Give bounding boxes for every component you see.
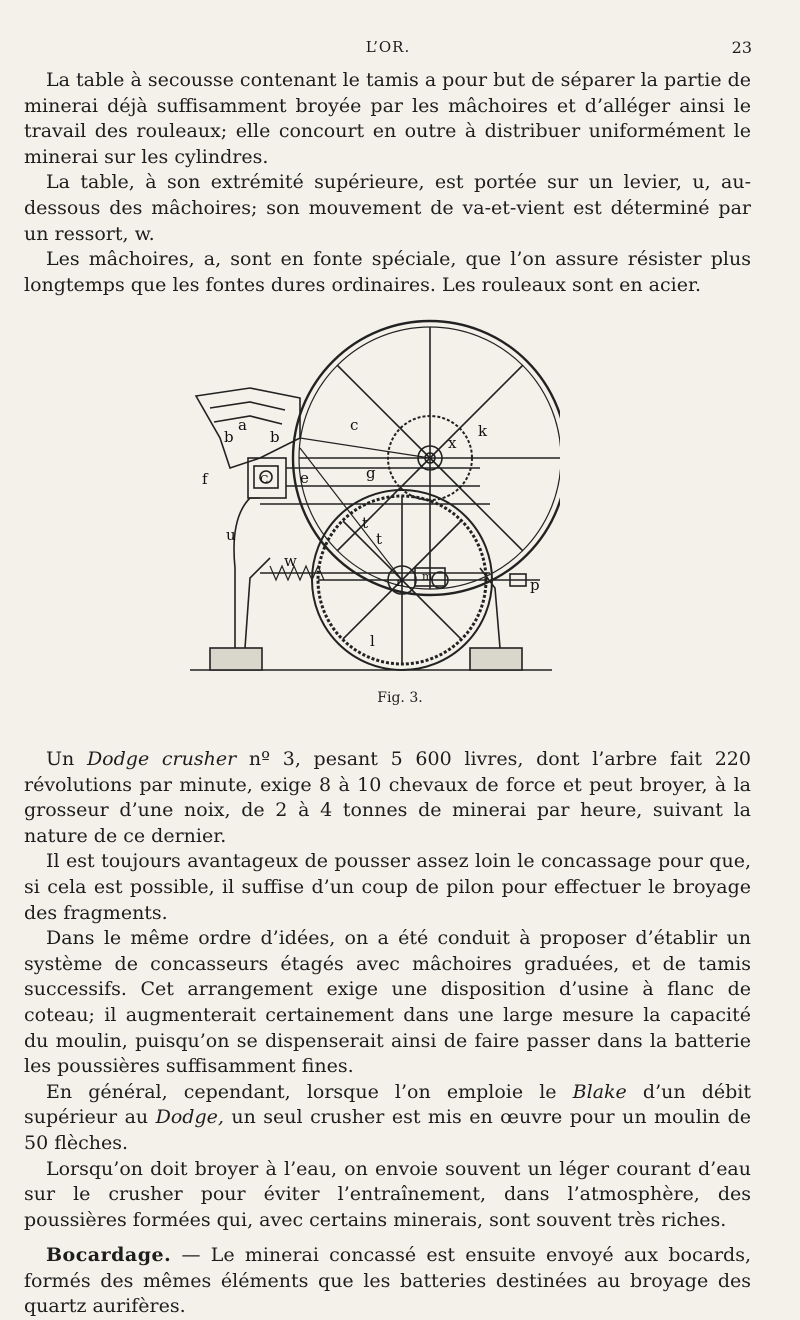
page-number: 23: [731, 38, 752, 57]
running-title: L’OR.: [365, 38, 411, 56]
fig-label-a: a: [238, 416, 247, 434]
paragraph: Lorsqu’on doit broyer à l’eau, on envoie souvent un léger courant d’eau sur le crusher pour éviter l’entraînement, dans l’atmosphère, des poussières formées qui, avec certains minerais, sont souvent très riches.: [24, 1157, 751, 1231]
fig-label-t1: t: [362, 514, 369, 532]
fig-label-x: x: [448, 434, 457, 452]
fig-label-u: u: [226, 526, 236, 544]
fig-label-w: w: [284, 552, 297, 570]
text-top: [24, 68, 751, 298]
fig-label-c-box: C: [260, 473, 269, 486]
text-bottom: [24, 747, 751, 1320]
fig-label-m: m: [422, 570, 433, 583]
fig-label-p: p: [530, 576, 540, 594]
paragraph: Les mâchoires, a, sont en fonte spéciale, que l’on assure résister plus longtemps que les fontes dures ordinaires. Les rouleaux sont en acier.: [24, 248, 751, 296]
paragraph: La table à secousse contenant le tamis a pour but de séparer la partie de minerai déjà suffisamment broyée par les mâchoires et d’alléger ainsi le travail des rouleaux; elle concourt en outre à distribuer uniformément le minerai sur les cylindres.: [24, 69, 752, 168]
fig-label-l: l: [370, 632, 375, 650]
fig-label-c: c: [350, 416, 359, 434]
fig-label-b: b: [224, 428, 234, 446]
fig-label-f: f: [202, 470, 208, 488]
paragraph: Dans le même ordre d’idées, on a été conduit à proposer d’établir un système de concasseurs étagés avec mâchoires graduées, et de tamis successifs. Cet arrangement exige une disposition d’usine à flanc de coteau; il augmenterait certainement dans une large mesure la capacité du moulin, puisqu’on se dispenserait ainsi de faire passer dans la batterie les poussières suffisamment fines.: [24, 927, 751, 1078]
fig-label-k: k: [478, 422, 488, 440]
paragraph: En général, cependant, lorsque l’on emploie le Blake d’un débit supérieur au Dodge, un seul crusher est mis en œuvre pour un moulin de 50 flèches.: [24, 1080, 752, 1154]
section-paragraph: Bocardage. — Le minerai concassé est ensuite envoyé aux bocards, formés des mêmes éléments que les batteries destinées au broyage des quartz aurifères.: [24, 1244, 751, 1318]
paragraph: Il est toujours avantageux de pousser assez loin le concassage pour que, si cela est possible, il suffise d’un coup de pilon pour effectuer le broyage des fragments.: [24, 850, 751, 924]
fig-label-t2: t: [376, 530, 383, 548]
section-heading: Bocardage.: [46, 1244, 172, 1267]
paragraph: La table, à son extrémité supérieure, est portée sur un levier, u, au-dessous des mâchoires; son mouvement de va-et-vient est déterminé par un ressort, w.: [24, 171, 751, 245]
dodge-crusher-figure: [190, 318, 560, 678]
fig-label-n: n: [396, 575, 404, 589]
fig-label-e: e: [300, 469, 309, 487]
paragraph: Un Dodge crusher nº 3, pesant 5 600 livres, dont l’arbre fait 220 révolutions par minute, exige 8 à 10 chevaux de force et peut broyer, à la grosseur d’une noix, de 2 à 4 tonnes de minerai par heure, suivant la nature de ce dernier.: [24, 748, 751, 847]
fig-label-b2: b: [270, 428, 280, 446]
running-head: [24, 36, 752, 62]
figure-caption: Fig. 3.: [377, 690, 423, 706]
fig-label-g: g: [366, 464, 376, 482]
